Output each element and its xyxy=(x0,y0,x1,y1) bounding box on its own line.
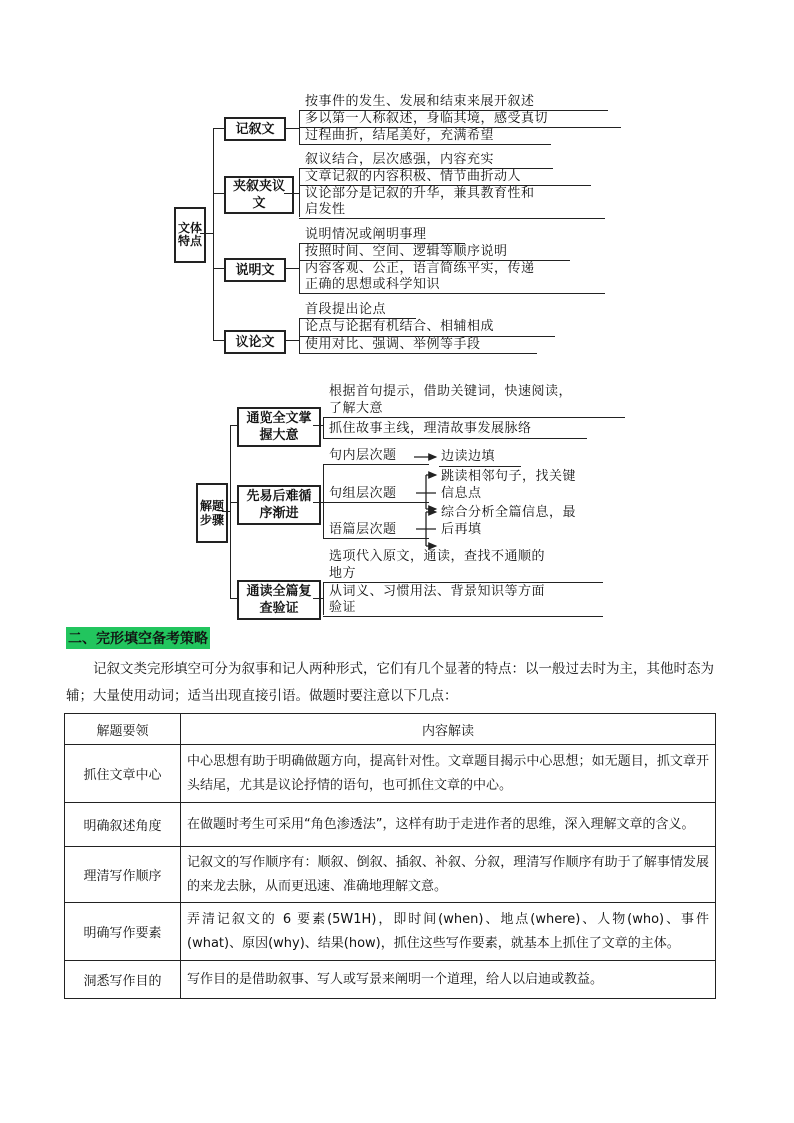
strategy-table xyxy=(64,713,716,999)
table-cell-label: 明确叙述角度 xyxy=(65,803,181,847)
map1-branch-text: 说明情况或阐明事理 xyxy=(305,227,427,242)
map1-branch-text: 使用对比、强调、举例等手段 xyxy=(305,337,481,352)
map2-sub-name: 语篇层次题 xyxy=(329,522,397,537)
map1-root: 文体特点 xyxy=(174,207,206,263)
map2-branch-label: 先易后难循序渐进 xyxy=(237,485,321,525)
map2-sub-text: 后再填 xyxy=(441,522,482,537)
map2-root: 解题步骤 xyxy=(196,483,228,543)
table-cell-label: 洞悉写作目的 xyxy=(65,961,181,999)
table-row xyxy=(65,903,716,961)
map2-branch-text: 地方 xyxy=(329,566,357,581)
table-cell-label: 明确写作要素 xyxy=(65,903,181,961)
map1-branch-label: 议论文 xyxy=(224,330,286,354)
map1-branch-text: 启发性 xyxy=(305,202,346,217)
map1-branch-text: 按照时间、空间、逻辑等顺序说明 xyxy=(305,244,508,259)
map2-branch-text: 选项代入原文，通读，查找不通顺的 xyxy=(329,549,546,564)
map2-sub-name: 句组层次题 xyxy=(329,486,397,501)
table-cell-label: 理清写作顺序 xyxy=(65,847,181,903)
table-row xyxy=(65,961,716,999)
connector xyxy=(323,582,324,615)
table-header-row xyxy=(65,714,716,745)
table-row xyxy=(65,847,716,903)
map1-branch-text: 论点与论据有机结合、相辅相成 xyxy=(305,319,495,334)
map2-branch-label: 通读全篇复查验证 xyxy=(237,580,321,620)
map1-branch-label: 说明文 xyxy=(224,258,286,282)
column-header: 解题要领 xyxy=(65,714,181,745)
map1-branch-text: 正确的思想或科学知识 xyxy=(305,277,441,292)
map1-branch-text: 首段提出论点 xyxy=(305,302,387,317)
map1-branch-label: 夹叙夹议文 xyxy=(224,176,294,214)
table-cell-label: 抓住文章中心 xyxy=(65,745,181,803)
map2-sub-name: 句内层次题 xyxy=(329,448,397,463)
map2-branch-text: 抓住故事主线，理清故事发展脉络 xyxy=(329,421,532,436)
map1-branch-text: 按事件的发生、发展和结束来展开叙述 xyxy=(305,94,535,109)
map2-sub-text: 跳读相邻句子，找关键 xyxy=(441,469,577,484)
table-cell-text: 弄清记叙文的 6 要素(5W1H)，即时间(when)、地点(where)、人物(who)、事件(what)、原因(why)、结果(how)，抓住这些写作要素，就基本上抓住了文章的主体。 xyxy=(181,903,716,961)
map2-sub-text: 边读边填 xyxy=(441,449,496,464)
intro-paragraph: 记叙文类完形填空可分为叙事和记人两种形式，它们有几个显著的特点：以一般过去时为主，其他时态为辅；大量使用动词；适当出现直接引语。做题时要注意以下几点： xyxy=(66,661,714,704)
map2-branch-label: 通览全文掌握大意 xyxy=(237,407,321,447)
section-title: 二、完形填空备考策略 xyxy=(66,627,210,649)
map1-branch-text: 内容客观、公正，语言简练平实，传递 xyxy=(305,261,535,276)
table-cell-text: 记叙文的写作顺序有：顺叙、倒叙、插叙、补叙、分叙，理清写作顺序有助于了解事情发展的来龙去脉，从而更迅速、准确地理解文意。 xyxy=(181,847,716,903)
map1-branch-text: 文章记叙的内容积极、情节曲折动人 xyxy=(305,169,522,184)
map1-branch-text: 过程曲折，结尾美好，充满希望 xyxy=(305,128,495,143)
connector xyxy=(439,466,521,467)
map1-branch-text: 多以第一人称叙述，身临其境，感受真切 xyxy=(305,111,549,126)
table-cell-text: 在做题时考生可采用“角色渗透法”，这样有助于走进作者的思维，深入理解文章的含义。 xyxy=(181,803,716,847)
connector xyxy=(323,616,603,617)
map2-branch-text: 根据首句提示，借助关键词，快速阅读， xyxy=(329,384,573,399)
map2-sub-text: 信息点 xyxy=(441,486,482,501)
map2-branch-text: 了解大意 xyxy=(329,401,384,416)
connector xyxy=(323,582,603,583)
map1-branch-label: 记叙文 xyxy=(224,117,286,141)
map1-branch-text: 叙议结合，层次感强，内容充实 xyxy=(305,152,495,167)
table-cell-text: 中心思想有助于明确做题方向，提高针对性。文章题目揭示中心思想；如无题目，抓文章开头结尾，尤其是议论抒情的语句，也可抓住文章的中心。 xyxy=(181,745,716,803)
map2-branch-text: 从词义、习惯用法、背景知识等方面 xyxy=(329,584,546,599)
map2-sub-text: 综合分析全篇信息，最 xyxy=(441,505,577,520)
table-cell-text: 写作目的是借助叙事、写人或写景来阐明一个道理，给人以启迪或教益。 xyxy=(181,961,716,999)
map2-branch-text: 验证 xyxy=(329,600,357,615)
map1-branch-text: 议论部分是记叙的升华，兼具教育性和 xyxy=(305,186,535,201)
column-header: 内容解读 xyxy=(181,714,716,745)
table-row xyxy=(65,745,716,803)
table-row xyxy=(65,803,716,847)
